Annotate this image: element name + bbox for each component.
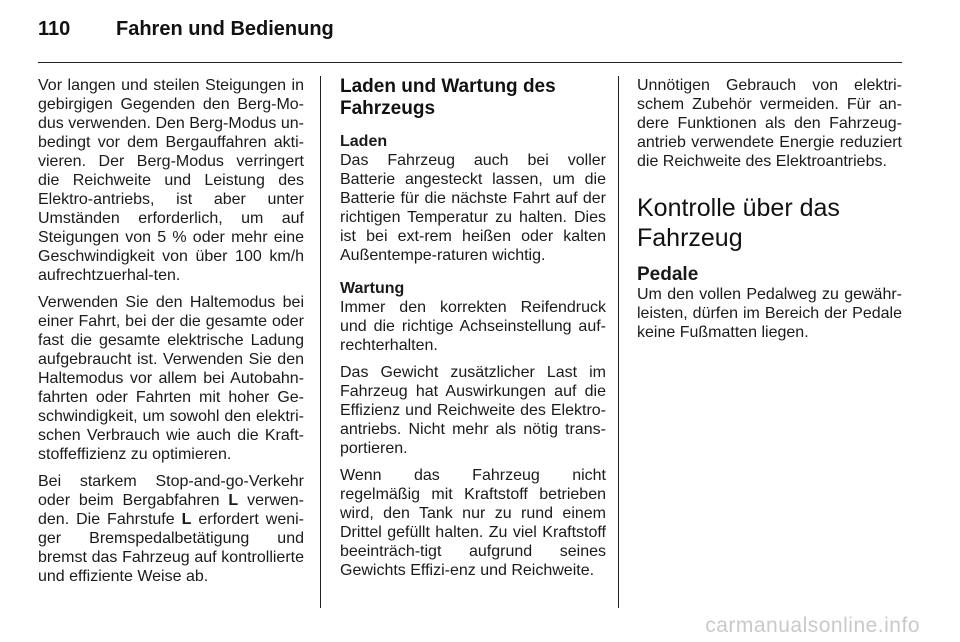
- paragraph-haltemodus: Verwenden Sie den Haltemodus bei einer Fahrt, bei der die gesamte oder fast die gesamte elektrische Ladung aufgebraucht ist. Verwenden Sie den Haltemodus vor allem bei Autobahn-fahrten oder Fahrten mit hoher Ge-schwindigkeit, um sowohl den elektri-schen Verbrauch wie auch die Kraft-stoffeffizienz zu optimieren.: [38, 294, 304, 463]
- paragraph-laden: Das Fahrzeug auch bei voller Batterie angesteckt lassen, um die Batterie für die nächste Fahrt auf der richtigen Temperatur zu halten. Dies ist bei ext-rem heißen oder kalten Außentempe-raturen wichtig.: [340, 152, 606, 264]
- page-number: 110: [38, 18, 71, 40]
- header-rule: [38, 62, 902, 63]
- column-left: [38, 76, 304, 594]
- subheading-wartung: Wartung: [340, 280, 405, 297]
- column-right: [637, 76, 902, 350]
- section-heading-laden-wartung: Laden und Wartung des Fahrzeugs: [340, 76, 556, 119]
- paragraph-zubehoer: Unnötigen Gebrauch von elektri-schem Zubehör vermeiden. Für an-dere Funktionen als den Fahrzeug-antrieb verwendete Energie reduziert die Reichweite des Elektroantriebs.: [637, 77, 902, 170]
- column-middle: [340, 76, 606, 588]
- section-heading-kontrolle: Kontrolle über das Fahrzeug: [637, 194, 840, 252]
- paragraph-kraftstoff: Wenn das Fahrzeug nicht regelmäßig mit Kraftstoff betrieben wird, den Tank nur zu rund einem Drittel gefüllt halten. Zu viel Kraftstoff beeinträch-tigt aufgrund seines Gewichts Effizi-enz und Reichweite.: [340, 467, 606, 579]
- column-divider-2: [618, 76, 619, 608]
- watermark: carmanualsonline.info: [705, 614, 920, 637]
- paragraph-reifendruck: Immer den korrekten Reifendruck und die richtige Achseinstellung auf-rechterhalten.: [340, 299, 606, 354]
- paragraph-berg-modus: Vor langen und steilen Steigungen in gebirgigen Gegenden den Berg-Mo-dus verwenden. Den Berg-Modus un-bedingt vor dem Bergauffahren akti-vieren. Der Berg-Modus verringert die Reichweite und Leistung des Elektro-antriebs, ist aber unter Umständen erforderlich, um auf Steigungen von 5 % oder mehr eine Geschwindigkeit von über 100 km/h aufrechtzuerhal-ten.: [38, 77, 304, 284]
- paragraph-gewicht: Das Gewicht zusätzlicher Last im Fahrzeug hat Auswirkungen auf die Effizienz und Reichweite des Elektro-antriebs. Nicht mehr als nötig trans-portieren.: [340, 364, 606, 457]
- subheading-pedale: Pedale: [637, 264, 699, 285]
- paragraph-pedale: Um den vollen Pedalweg zu gewähr-leisten, dürfen im Bereich der Pedale keine Fußmatten liegen.: [637, 286, 902, 341]
- paragraph-fahrstufe-l: Bei starkem Stop-and-go-Verkehr oder beim Bergabfahren L verwen-den. Die Fahrstufe L erfordert weni-ger Bremspedalbetätigung und bremst das Fahrzeug auf kontrollierte und effiziente Weise ab.: [38, 473, 305, 585]
- subheading-laden: Laden: [340, 133, 388, 150]
- page-header: [38, 18, 902, 41]
- page-title: Fahren und Bedienung: [116, 18, 334, 40]
- column-divider-1: [320, 76, 321, 608]
